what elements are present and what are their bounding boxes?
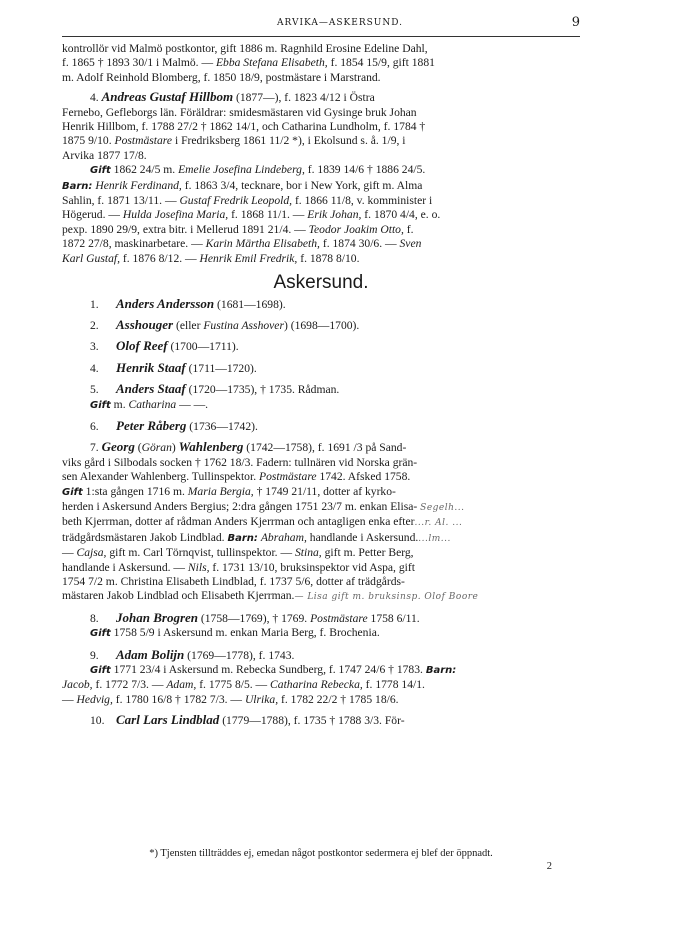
entry-8-family: Gift 1758 5/9 i Askersund m. enkan Maria Berg, f. Brochenia. [90, 626, 380, 640]
entry-3: 3. Olof Reef (1700—1711). [90, 338, 239, 354]
signature-mark: 2 [546, 861, 552, 872]
entry-5: 5. Anders Staaf (1720—1735), † 1735. Rådman. [90, 381, 340, 397]
entry-9-family: Gift 1771 23/4 i Askersund m. Rebecka Sundberg, f. 1747 24/6 † 1783. Barn: Jacob, f. 1772 7/3. — Adam, f. 1775 8/5. — Catharina Rebecka, f. 1778 14/1. — Hedvig, f. 1780 16/8 † 1782 7/3. — Ulrika, f. 1782 22/2 † 1785 18/6. [62, 663, 457, 706]
entry-10: 10. Carl Lars Lindblad (1779—1788), f. 1735 † 1788 3/3. För- [90, 712, 405, 728]
entry-4b: 4. Henrik Staaf (1711—1720). [90, 359, 257, 375]
person-name: Andreas Gustaf Hillbom [101, 89, 234, 105]
entry-6: 6. Peter Råberg (1736—1742). [90, 417, 258, 433]
page-number: 9 [571, 15, 580, 30]
handwritten-note: — Lisa gift m. bruksinsp. Olof Boore [294, 592, 479, 603]
text-line: kontrollör vid Malmö postkontor, gift 1886 m. Ragnhild Erosine Edeline Dahl, f. 1865 † 1893 30/1 i Malmö. — Ebba Stefana Elisabeth, f. 1854 15/9, gift 1881 m. Adolf Reinhold Blomberg, f. 1850 18/9, postmästare i Marstrand. [62, 42, 435, 84]
entry-1: 1. Anders Andersson (1681—1698). [90, 295, 286, 311]
entry-4-family: Gift 1862 24/5 m. Emelie Josefina Lindeberg, f. 1839 14/6 † 1886 24/5. Barn: Henrik Ferdinand, f. 1863 3/4, tecknare, bor i New York, gift m. Alma Sahlin, f. 1871 13/11. — Gustaf Fredrik Leopold, f. 1866 11/8, v. komminister i Högerud. — Hulda Josefina Maria, f. 1868 11/1. — Erik Johan, f. 1870 4/4, e. o. pexp. 1890 29/9, extra bitr. i Mellerud 1891 21/4. — Teodor Joakim Otto, f. 1872 27/8, maskinarbetare. — Karin Märtha Elisabeth, f. 1874 30/6. — Sven Karl Gustaf, f. 1876 8/12. — Henrik Emil Fredrik, f. 1878 8/10. [62, 163, 441, 265]
header-rule [62, 36, 580, 37]
entry-5-family: Gift m. Catharina — —. [90, 397, 209, 411]
running-title: ARVIKA—ASKERSUND. [277, 18, 403, 28]
entry-4: 4. Andreas Gustaf Hillbom (1877—), f. 1823 4/12 i Östra Fernebo, Gefleborgs län. Föräldrar: smidesmästaren vid Gysinge bruk Johan Henrik Hillbom, f. 1788 27/2 † 1862 14/1, och Catharina Lundholm, f. 1784 † 1875 9/10. Postmästare i Fredriksberg 1861 11/2 *), i Ekolsund s. å. 1/9, i Arvika 1877 17/8. [62, 89, 426, 162]
entry-2: 2. Asshouger (eller Fustina Asshover) (1698—1700). [90, 316, 360, 332]
handwritten-note: ...lm... [418, 533, 451, 544]
handwritten-note: ...r. Al. ... [414, 518, 463, 529]
section-heading: Askersund. [273, 272, 369, 294]
entry-7: 7. Georg (Göran) Wahlenberg (1742—1758), f. 1691 /3 på Sand- viks gård i Silbodals socken † 1762 18/3. Fadern: tullnären vid Norska grän- sen Alexander Wahlenberg. Tullinspektor. Postmästare 1742. Afsked 1758. Gift 1:sta gången 1716 m. Maria Bergia, † 1749 21/11, dotter af kyrko- herden i Askersund Anders Bergius; 2:dra gången 1751 23/7 m. enkan Elisa- Segelh... beth Kjerrman, dotter af rådman Anders Kjerrman och antagligen enka efter...r. Al. ... trädgårdsmästaren Jakob Lindblad. Barn: Abraham, handlande i Askersund....lm... — Cajsa, gift m. Carl Törnqvist, tullinspektor. — Stina, gift m. Petter Berg, handlande i Askersund. — Nils, f. 1731 13/10, bruksinspektor vid Aspa, gift 1754 7/2 m. Christina Elisabeth Lindblad, f. 1737 5/6, dotter af trädgårds- mästaren Jakob Lindblad och Elisabeth Kjerrman.— Lisa gift m. bruksinsp. Olof Boore [62, 439, 479, 603]
handwritten-note: Segelh... [420, 502, 465, 513]
footnote: *) Tjensten tillträddes ej, emedan något postkontor sedermera ej blef der öppnadt. [149, 848, 493, 859]
entry-8: 8. Johan Brogren (1758—1769), † 1769. Postmästare 1758 6/11. [90, 609, 420, 625]
page-body [62, 42, 580, 729]
entry-9: 9. Adam Bolijn (1769—1778), f. 1743. [90, 646, 295, 662]
